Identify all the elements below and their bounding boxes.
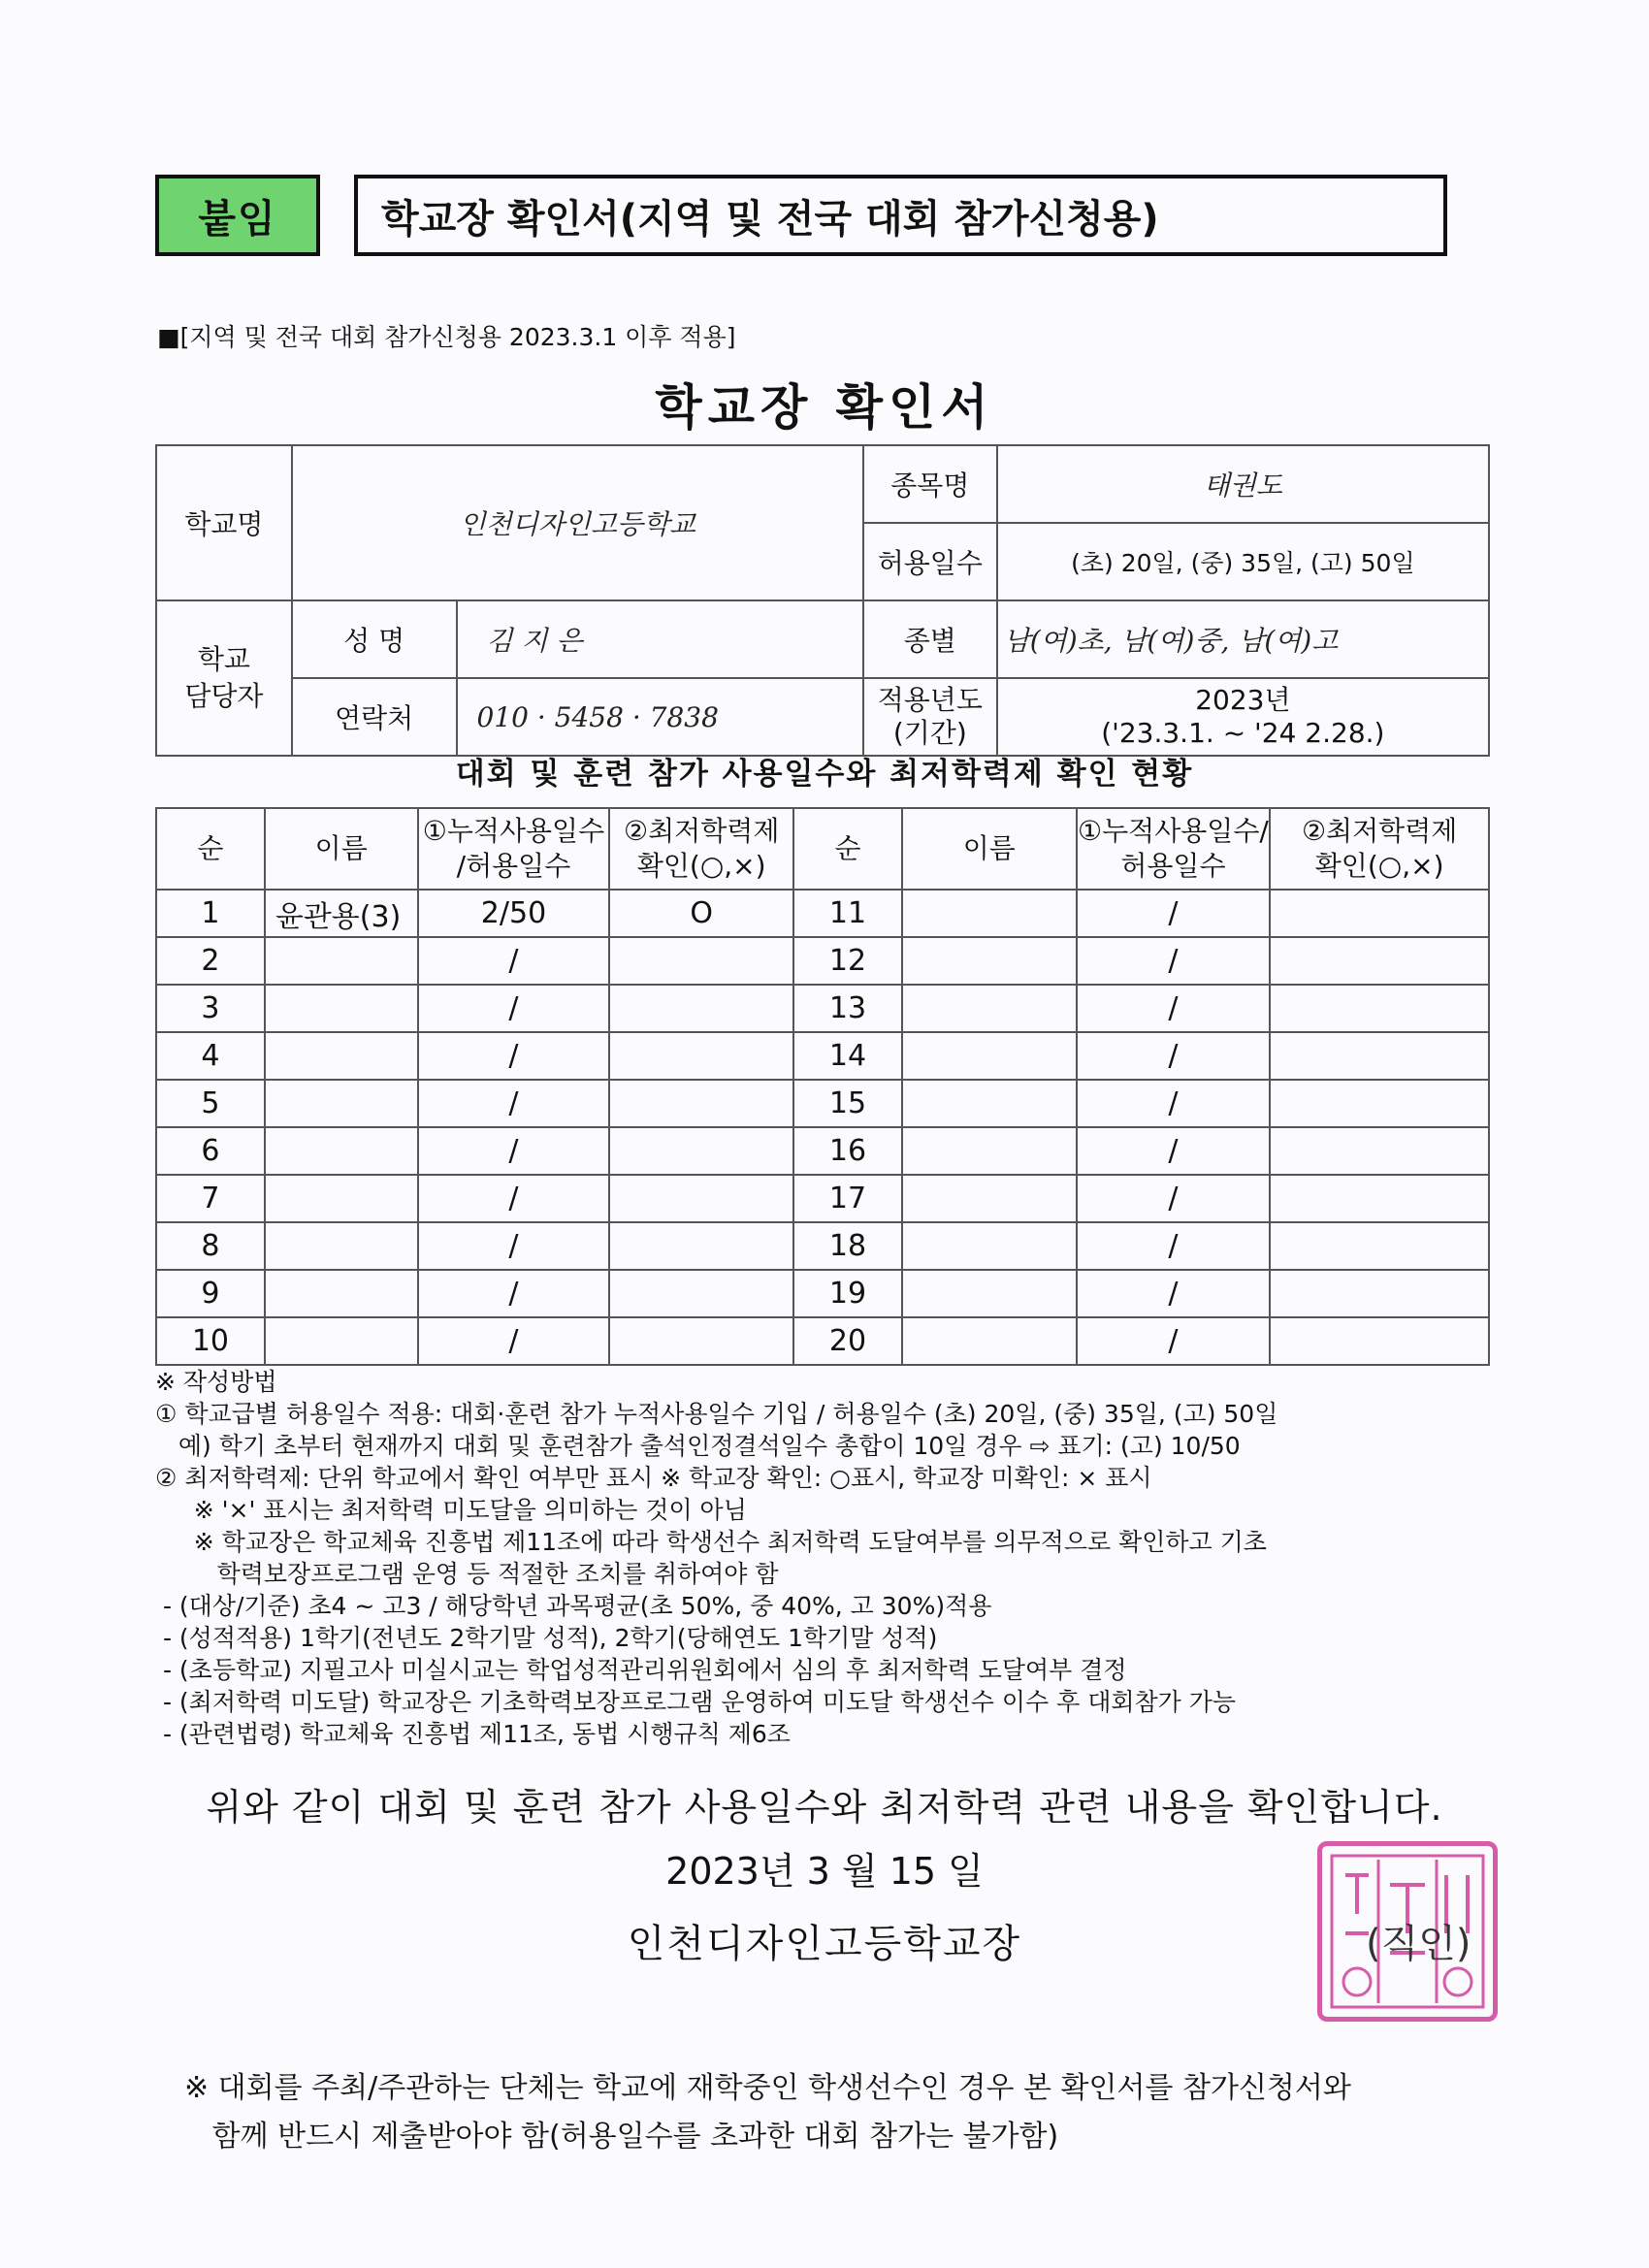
row-name — [265, 1175, 418, 1222]
col-no-right: 순 — [793, 808, 902, 890]
contact-value: 010 · 5458 · 7838 — [457, 678, 863, 756]
row-days: 2/50 — [418, 890, 610, 937]
row-no: 19 — [793, 1270, 902, 1317]
row-no: 16 — [793, 1127, 902, 1175]
row-name — [265, 1270, 418, 1317]
row-days: / — [418, 1080, 610, 1127]
table-row — [156, 985, 1489, 1032]
row-check — [609, 1317, 793, 1365]
col-name: 이름 — [265, 808, 418, 890]
table-row — [156, 1175, 1489, 1222]
apply-note: ■[지역 및 전국 대회 참가신청용 2023.3.1 이후 적용] — [157, 323, 736, 351]
row-name — [902, 890, 1077, 937]
row-no: 15 — [793, 1080, 902, 1127]
table-row — [156, 890, 1489, 937]
row-check — [1270, 1032, 1489, 1080]
info-table — [155, 444, 1490, 757]
row-days: / — [418, 1317, 610, 1365]
row-no: 9 — [156, 1270, 265, 1317]
row-check — [1270, 1175, 1489, 1222]
principal-title: 인천디자인고등학교장 — [627, 1922, 1022, 1966]
row-days: / — [1077, 985, 1271, 1032]
row-check — [609, 1032, 793, 1080]
row-no: 12 — [793, 937, 902, 985]
sport-value: 태권도 — [997, 445, 1489, 523]
header-title: 학교장 확인서(지역 및 전국 대회 참가신청용) — [354, 175, 1447, 256]
row-no: 8 — [156, 1222, 265, 1270]
instruction-line: - (대상/기준) 초4 ~ 고3 / 해당학년 과목평균(초 50%, 중 40%, 고 30%)적용 — [155, 1592, 992, 1620]
row-check — [1270, 1127, 1489, 1175]
year-value: 2023년 — [1195, 684, 1291, 716]
row-no: 6 — [156, 1127, 265, 1175]
manager-name-label: 성 명 — [292, 600, 457, 678]
row-check — [609, 1222, 793, 1270]
col-check-right: ②최저학력제 확인(○,×) — [1270, 808, 1489, 890]
row-name — [265, 985, 418, 1032]
row-no: 11 — [793, 890, 902, 937]
row-check — [1270, 1222, 1489, 1270]
row-no: 5 — [156, 1080, 265, 1127]
row-check — [609, 985, 793, 1032]
row-name — [265, 1080, 418, 1127]
row-days: / — [1077, 1222, 1271, 1270]
row-days: / — [418, 985, 610, 1032]
footer-line: ※ 대회를 주최/주관하는 단체는 학교에 재학중인 학생선수인 경우 본 확인서를 참가신청서와 — [184, 2071, 1351, 2105]
row-days: / — [418, 1127, 610, 1175]
row-days: / — [418, 1270, 610, 1317]
year-cell — [997, 678, 1489, 756]
row-no: 13 — [793, 985, 902, 1032]
attachment-badge: 붙임 — [155, 175, 320, 256]
row-days: / — [1077, 1127, 1271, 1175]
issue-date: 2023년 3 월 15 일 — [665, 1850, 984, 1893]
sport-label: 종목명 — [863, 445, 997, 523]
row-name — [265, 1317, 418, 1365]
row-name — [902, 1080, 1077, 1127]
row-days: / — [1077, 1317, 1271, 1365]
manager-label: 학교 담당자 — [156, 600, 292, 756]
row-check — [609, 1127, 793, 1175]
row-check — [609, 1080, 793, 1127]
row-no: 1 — [156, 890, 265, 937]
allowed-label: 허용일수 — [863, 523, 997, 600]
instruction-line: ② 최저학력제: 단위 학교에서 확인 여부만 표시 ※ 학교장 확인: ○표시, 학교장 미확인: × 표시 — [155, 1464, 1152, 1492]
row-name — [902, 1175, 1077, 1222]
row-name — [265, 1032, 418, 1080]
row-no: 18 — [793, 1222, 902, 1270]
row-name — [265, 1127, 418, 1175]
row-days: / — [1077, 1270, 1271, 1317]
row-name — [902, 1270, 1077, 1317]
row-no: 2 — [156, 937, 265, 985]
table-row — [156, 1270, 1489, 1317]
row-days: / — [418, 937, 610, 985]
row-check — [609, 1270, 793, 1317]
row-name — [902, 1317, 1077, 1365]
instruction-line: 학력보장프로그램 운영 등 적절한 조치를 취하여야 함 — [155, 1560, 779, 1588]
instruction-line: ※ 학교장은 학교체육 진흥법 제11조에 따라 학생선수 최저학력 도달여부를 의무적으로 확인하고 기초 — [155, 1528, 1267, 1556]
row-check — [1270, 890, 1489, 937]
instruction-line: ※ '×' 표시는 최저학력 미도달을 의미하는 것이 아님 — [155, 1496, 747, 1524]
row-days: / — [418, 1175, 610, 1222]
table-row — [156, 1080, 1489, 1127]
row-days: / — [1077, 890, 1271, 937]
row-days: / — [1077, 1175, 1271, 1222]
row-name — [902, 1222, 1077, 1270]
row-check — [1270, 1080, 1489, 1127]
row-check — [1270, 1270, 1489, 1317]
row-check — [609, 1175, 793, 1222]
footer-line: 함께 반드시 제출받아야 함(허용일수를 초과한 대회 참가는 불가함) — [184, 2120, 1059, 2154]
row-name — [902, 1032, 1077, 1080]
instruction-line: - (최저학력 미도달) 학교장은 기초학력보장프로그램 운영하여 미도달 학생선수 이수 후 대회참가 가능 — [155, 1688, 1237, 1716]
row-check — [1270, 937, 1489, 985]
col-no: 순 — [156, 808, 265, 890]
table-row — [156, 1127, 1489, 1175]
instruction-line: - (성적적용) 1학기(전년도 2학기말 성적), 2학기(당해연도 1학기말 성적) — [155, 1624, 938, 1652]
row-check — [1270, 985, 1489, 1032]
col-check: ②최저학력제 확인(○,×) — [609, 808, 793, 890]
row-days: / — [1077, 1080, 1271, 1127]
row-no: 3 — [156, 985, 265, 1032]
usage-table — [155, 807, 1490, 1366]
row-no: 14 — [793, 1032, 902, 1080]
document-title: 학교장 확인서 — [655, 379, 994, 436]
row-check: O — [609, 890, 793, 937]
row-days: / — [418, 1222, 610, 1270]
col-days-right: ①누적사용일수/ 허용일수 — [1077, 808, 1271, 890]
school-name: 인천디자인고등학교 — [292, 445, 863, 600]
row-name — [265, 937, 418, 985]
row-days: / — [418, 1032, 610, 1080]
period-value: ('23.3.1. ~ '24 2.28.) — [1101, 717, 1385, 749]
row-name: 윤관용(3) — [265, 890, 418, 937]
writing-instructions — [155, 1366, 1513, 1750]
col-days: ①누적사용일수 /허용일수 — [418, 808, 610, 890]
gender-value: 남(여)초, 남(여)중, 남(여)고 — [997, 600, 1489, 678]
col-name-right: 이름 — [902, 808, 1077, 890]
row-no: 4 — [156, 1032, 265, 1080]
table-row — [156, 1222, 1489, 1270]
header — [155, 175, 1447, 260]
allowed-value: (초) 20일, (중) 35일, (고) 50일 — [997, 523, 1489, 600]
table-row — [156, 1032, 1489, 1080]
seal-label: (직인) — [1366, 1922, 1471, 1966]
row-no: 10 — [156, 1317, 265, 1365]
confirmation-statement: 위와 같이 대회 및 훈련 참가 사용일수와 최저학력 관련 내용을 확인합니다. — [206, 1786, 1443, 1829]
row-no: 20 — [793, 1317, 902, 1365]
table-header-row — [156, 808, 1489, 890]
school-label: 학교명 — [156, 445, 292, 600]
row-no: 17 — [793, 1175, 902, 1222]
row-name — [265, 1222, 418, 1270]
footer-note — [184, 2064, 1351, 2161]
table-row — [156, 1317, 1489, 1365]
row-name — [902, 1127, 1077, 1175]
row-days: / — [1077, 1032, 1271, 1080]
row-name — [902, 937, 1077, 985]
instruction-line: - (초등학교) 지필고사 미실시교는 학업성적관리위원회에서 심의 후 최저학력 도달여부 결정 — [155, 1656, 1127, 1684]
instruction-line: ① 학교급별 허용일수 적용: 대회·훈련 참가 누적사용일수 기입 / 허용일수 (초) 20일, (중) 35일, (고) 50일 — [155, 1400, 1278, 1428]
row-no: 7 — [156, 1175, 265, 1222]
year-label: 적용년도 (기간) — [863, 678, 997, 756]
instruction-line: 예) 학기 초부터 현재까지 대회 및 훈련참가 출석인정결석일수 총합이 10일 경우 ⇨ 표기: (고) 10/50 — [155, 1432, 1241, 1460]
gender-label: 종별 — [863, 600, 997, 678]
contact-label: 연락처 — [292, 678, 457, 756]
row-check — [609, 937, 793, 985]
manager-name: 김 지 은 — [457, 600, 863, 678]
table-row — [156, 937, 1489, 985]
instruction-line: - (관련법령) 학교체육 진흥법 제11조, 동법 시행규칙 제6조 — [155, 1720, 791, 1748]
instruction-line: ※ 작성방법 — [155, 1368, 277, 1396]
row-check — [1270, 1317, 1489, 1365]
section-title: 대회 및 훈련 참가 사용일수와 최저학력제 확인 현황 — [455, 757, 1194, 792]
row-days: / — [1077, 937, 1271, 985]
row-name — [902, 985, 1077, 1032]
